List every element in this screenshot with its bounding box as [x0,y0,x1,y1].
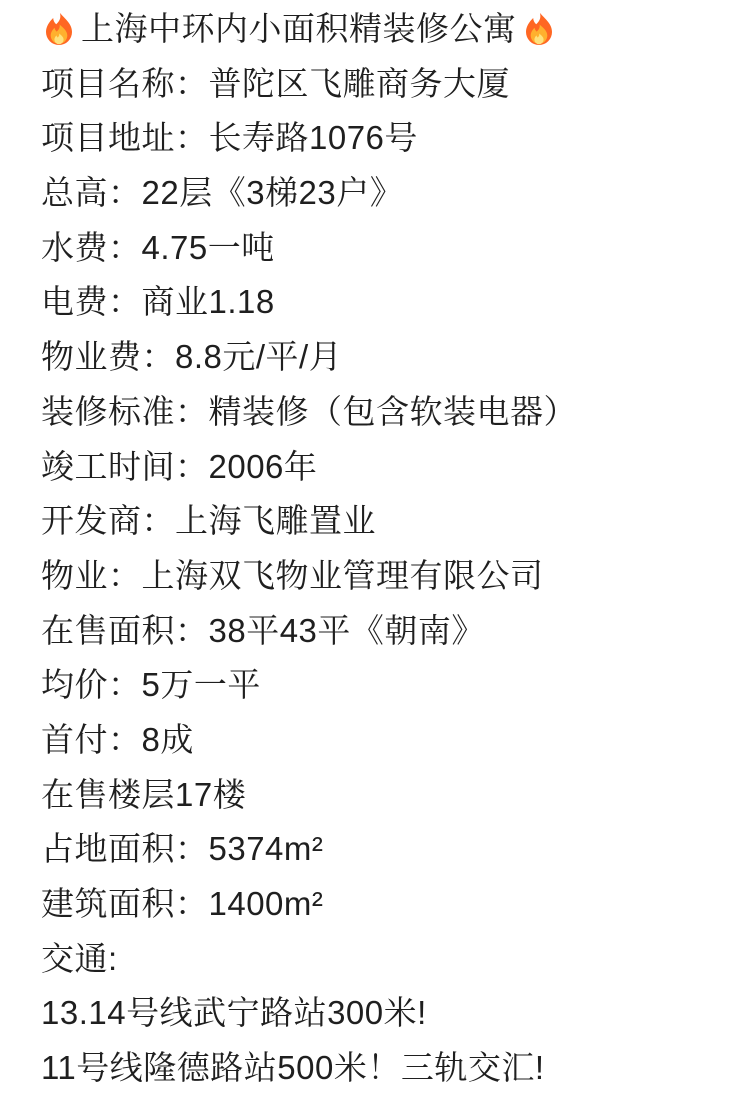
listing-line: 首付：8成 [41,720,194,758]
listing-line: 开发商：上海飞雕置业 [41,502,376,540]
listing-line: 均价：5万一平 [41,666,261,704]
listing-line: 总高：22层《3梯23户》 [41,174,404,212]
listing-line: 在售面积：38平43平《朝南》 [41,611,485,649]
listing-line: 装修标准：精装修（包含软装电器） [41,392,577,430]
listing-line: 交通: [41,939,118,977]
listing-line: 建筑面积：1400m² [41,885,324,922]
listing-line: 电费：商业1.18 [41,283,275,321]
listing-line: 项目名称：普陀区飞雕商务大厦 [41,64,510,102]
listing-line: 物业费：8.8元/平/月 [41,338,343,376]
listing-line: 在售楼层17楼 [41,775,247,813]
fire-icon [521,11,557,47]
listing-line: 占地面积：5374m² [41,830,324,868]
listing-line: 13.14号线武宁路站300米! [41,994,427,1032]
listing-line: 竣工时间：2006年 [41,447,318,485]
listing-line: 11号线隆德路站500米！三轨交汇! [41,1049,545,1087]
listing-title [41,2,720,57]
listing-title-text: 上海中环内小面积精装修公寓 [81,10,517,47]
listing-line: 项目地址：长寿路1076号 [41,119,418,157]
listing-lines [41,57,720,1096]
listing-line: 物业：上海双飞物业管理有限公司 [41,556,544,594]
fire-icon [41,11,77,47]
listing-line: 水费：4.75一吨 [41,228,275,266]
